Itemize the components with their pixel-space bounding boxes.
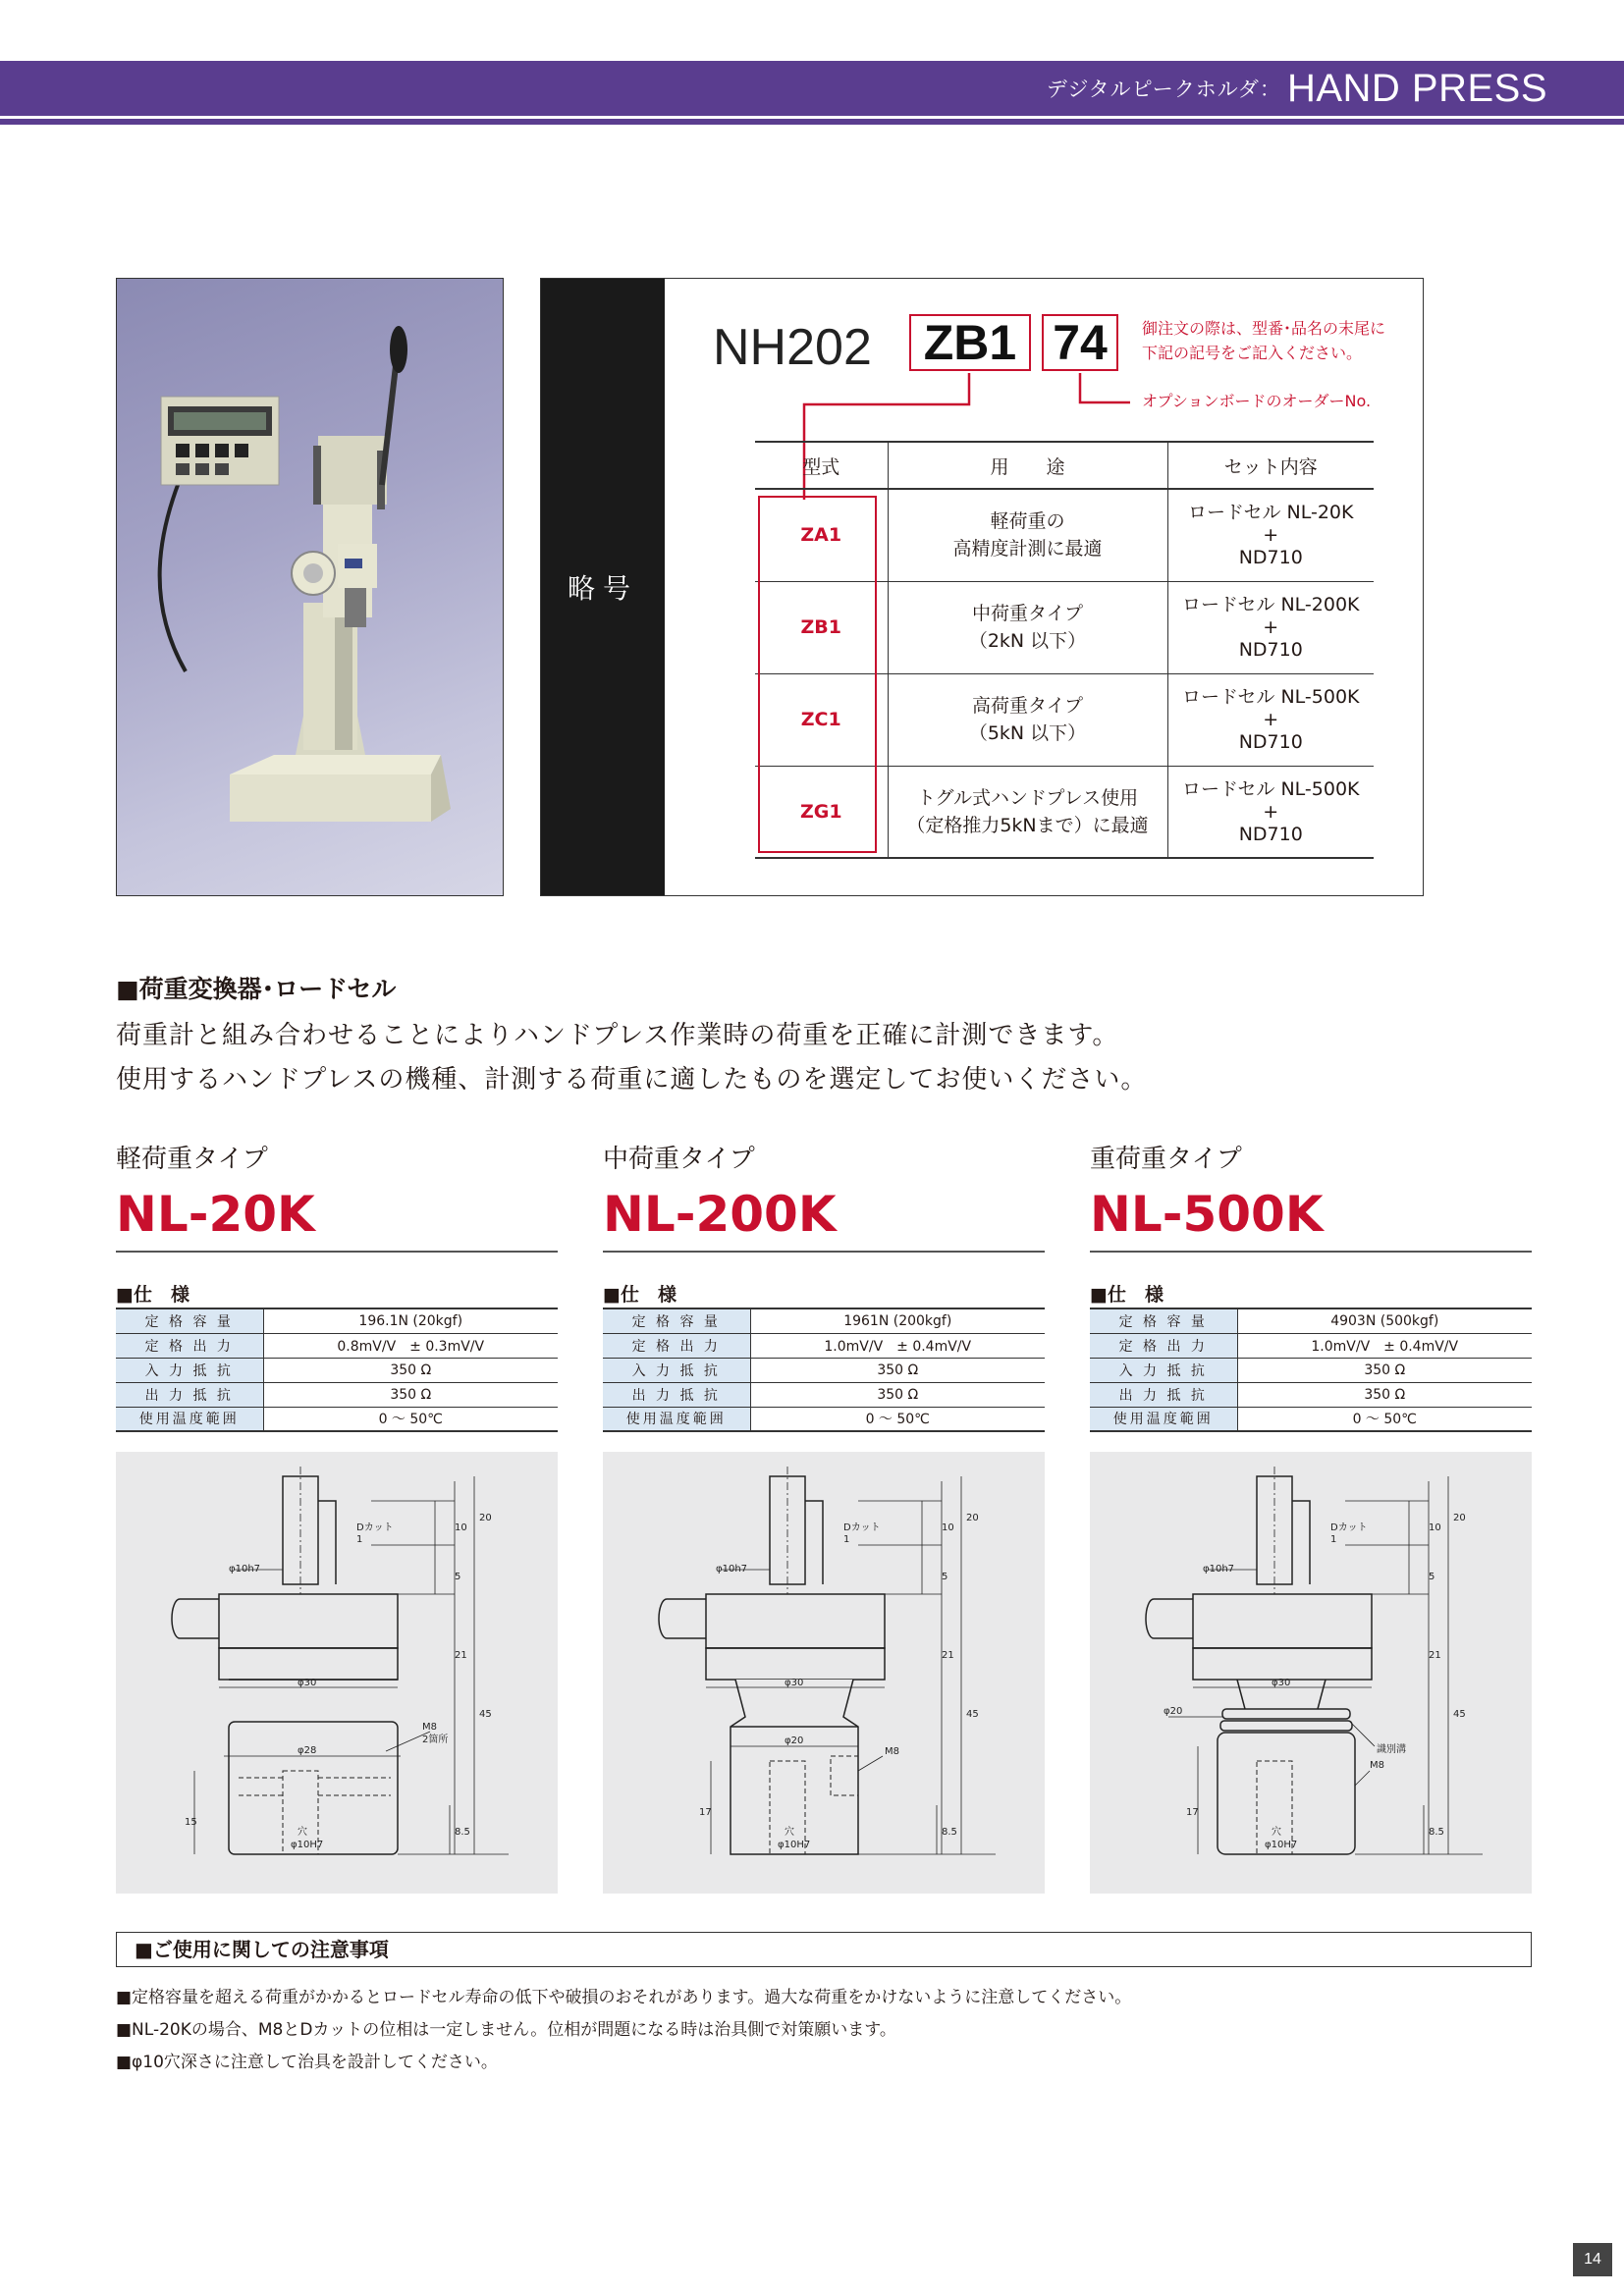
dimension-drawing [603,1452,1045,1894]
product-name: NL-20K [116,1176,558,1253]
spec-value: 350 Ω [750,1358,1045,1382]
drawing-label: 8.5 [942,1827,957,1838]
spec-label: 入 力 抵 抗 [116,1358,263,1382]
spec-label: 定 格 容 量 [116,1308,263,1333]
row-code: ZB1 [755,581,888,673]
spec-value: 1.0mV/V ± 0.4mV/V [750,1333,1045,1358]
drawing-label: 8.5 [455,1827,470,1838]
spec-value: 350 Ω [750,1382,1045,1407]
drawing-label: Dカット [356,1522,394,1533]
row-use [888,581,1167,673]
code-table-header [755,442,1374,489]
drawing-label: Dカット [1330,1522,1368,1533]
drawing-label: 識別溝 [1377,1744,1406,1755]
spec-value: 196.1N (20kgf) [263,1308,558,1333]
table-row [116,1358,558,1382]
caution-item: ■NL-20Kの場合、M8とDカットの位相は一定しません。位相が問題になる時は治具側で対策願います。 [116,2020,896,2040]
model-board-code: 74 [1042,314,1118,371]
set-line1: ロードセル NL-20K [1188,502,1354,524]
drawing-label: 45 [479,1709,492,1720]
drawing-label: 5 [1429,1572,1435,1582]
set-line2: ND710 [1238,823,1303,845]
table-row [116,1382,558,1407]
drawing-label: φ10H7 [778,1840,811,1850]
spec-value: 350 Ω [263,1358,558,1382]
drawing-label: φ10h7 [716,1564,748,1575]
drawing-label: 20 [966,1513,979,1523]
drawing-label: 21 [455,1650,467,1661]
drawing-label: 穴 [298,1827,307,1838]
table-row [603,1407,1045,1431]
spec-label: 定 格 容 量 [1090,1308,1237,1333]
spec-label: 出 力 抵 抗 [1090,1382,1237,1407]
caution-item: ■定格容量を超える荷重がかかるとロードセル寿命の低下や破損のおそれがあります。過大な荷重をかけないように注意してください。 [116,1988,1132,2007]
spec-table [603,1308,1045,1432]
drawing-label: φ30 [785,1678,804,1688]
spec-value: 0 ～ 50℃ [263,1407,558,1431]
product-name: NL-200K [603,1176,1045,1253]
model-code-panel [540,278,1424,896]
drawing-label: 穴 [785,1827,794,1838]
drawing-label: 1 [1330,1534,1337,1545]
drawing-label: M8 [422,1722,437,1733]
set-line1: ロードセル NL-200K [1181,594,1360,615]
table-row [116,1333,558,1358]
drawing-label: 17 [1186,1807,1199,1818]
row-use [888,766,1167,858]
use-line2: （定格推力5kNまで）に最適 [906,814,1149,836]
order-note-line1: 御注文の際は、型番･品名の末尾に [1142,319,1386,338]
spec-value: 350 Ω [1237,1382,1532,1407]
product-type: 軽荷重タイプ [116,1145,268,1174]
caution-list [116,1982,1131,2079]
row-set [1167,673,1374,766]
drawing-label: φ10h7 [229,1564,261,1575]
row-code: ZA1 [755,489,888,581]
set-line2: ND710 [1238,547,1303,569]
drawing-label: φ30 [298,1678,317,1688]
spec-title: ■仕 様 [1090,1284,1164,1306]
use-line2: （2kN 以下） [968,630,1087,652]
product-name: NL-500K [1090,1176,1532,1253]
table-row [116,1308,558,1333]
intro-line1: 荷重計と組み合わせることによりハンドプレス作業時の荷重を正確に計測できます。 [116,1021,1119,1050]
row-use [888,673,1167,766]
set-line1: ロードセル NL-500K [1181,686,1360,708]
drawing-label: φ10H7 [291,1840,324,1850]
drawing-label: Dカット [843,1522,881,1533]
header-title: HAND PRESS [1286,66,1547,110]
spec-value: 350 Ω [263,1382,558,1407]
row-set [1167,489,1374,581]
spec-value: 4903N (500kgf) [1237,1308,1532,1333]
table-row [1090,1382,1532,1407]
caution-title: ■ご使用に関しての注意事項 [116,1932,1532,1967]
spec-title: ■仕 様 [116,1284,189,1306]
spec-label: 定 格 出 力 [1090,1333,1237,1358]
table-row [1090,1308,1532,1333]
product-type: 重荷重タイプ [1090,1145,1242,1174]
hand-press-photo [116,278,504,896]
drawing-label: M8 [885,1746,899,1757]
drawing-label: 10 [455,1522,467,1533]
drawing-label: 17 [699,1807,712,1818]
spec-label: 出 力 抵 抗 [116,1382,263,1407]
spec-label: 使用温度範囲 [116,1407,263,1431]
header-rule [0,119,1624,125]
drawing-label: φ10H7 [1265,1840,1298,1850]
drawing-label: 10 [1429,1522,1441,1533]
drawing-label: 21 [942,1650,954,1661]
table-row [1090,1333,1532,1358]
section-intro [116,1014,1147,1102]
spec-title: ■仕 様 [603,1284,677,1306]
drawing-label: 1 [356,1534,363,1545]
spec-label: 定 格 出 力 [116,1333,263,1358]
table-row [603,1333,1045,1358]
dimension-drawing [1090,1452,1532,1894]
spec-value: 1961N (200kgf) [750,1308,1045,1333]
col-header-code: 型式 [755,442,888,489]
row-use [888,489,1167,581]
spec-table [116,1308,558,1432]
row-code: ZG1 [755,766,888,858]
drawing-label: φ20 [785,1735,804,1746]
code-highlight-frame [758,496,877,853]
product-nl-500k [1090,1139,1532,1894]
table-row [1090,1407,1532,1431]
table-row [603,1358,1045,1382]
spec-label: 定 格 容 量 [603,1308,750,1333]
product-nl-200k [603,1139,1045,1894]
dimension-drawing [116,1452,558,1894]
product-type: 中荷重タイプ [603,1145,755,1174]
drawing-label: φ10h7 [1203,1564,1235,1575]
table-row [603,1308,1045,1333]
drawing-label: 5 [942,1572,948,1582]
spec-label: 定 格 出 力 [603,1333,750,1358]
use-line1: 軽荷重の [990,510,1065,533]
code-side-label: 略号 [541,279,665,895]
board-note: オプションボードのオーダーNo. [1142,392,1372,410]
set-plus: + [1263,800,1279,823]
order-note-line2: 下記の記号をご記入ください。 [1142,344,1363,362]
spec-value: 0 ～ 50℃ [750,1407,1045,1431]
use-line1: 高荷重タイプ [971,695,1084,717]
set-plus: + [1263,709,1279,730]
row-set [1167,581,1374,673]
drawing-label: 45 [1453,1709,1466,1720]
spec-label: 入 力 抵 抗 [603,1358,750,1382]
header-title-group [1047,61,1547,116]
drawing-label: 2箇所 [422,1735,449,1745]
set-line2: ND710 [1238,731,1303,753]
drawing-label: 45 [966,1709,979,1720]
use-line2: （5kN 以下） [968,722,1087,744]
header-subtitle: デジタルピークホルダ： [1046,78,1281,101]
spec-label: 使用温度範囲 [1090,1407,1237,1431]
drawing-label: 5 [455,1572,461,1582]
model-option-code: ZB1 [909,314,1031,371]
drawing-label: 1 [843,1534,850,1545]
drawing-label: 8.5 [1429,1827,1444,1838]
spec-label: 出 力 抵 抗 [603,1382,750,1407]
spec-value: 0.8mV/V ± 0.3mV/V [263,1333,558,1358]
drawing-label: φ30 [1272,1678,1291,1688]
set-line2: ND710 [1238,639,1303,661]
drawing-label: M8 [1370,1760,1384,1771]
col-header-use: 用 途 [888,442,1167,489]
row-set [1167,766,1374,858]
spec-label: 使用温度範囲 [603,1407,750,1431]
set-line1: ロードセル NL-500K [1181,777,1360,800]
set-plus: + [1263,616,1279,638]
section-title: ■荷重変換器･ロードセル [116,975,397,1003]
set-plus: + [1263,524,1279,547]
product-nl-20k [116,1139,558,1894]
drawing-label: 穴 [1272,1827,1281,1838]
use-line1: 中荷重タイプ [971,603,1084,624]
row-code: ZC1 [755,673,888,766]
use-line1: トグル式ハンドプレス使用 [916,786,1139,809]
drawing-label: 10 [942,1522,954,1533]
drawing-label: 20 [479,1513,492,1523]
col-header-set: セット内容 [1167,442,1374,489]
spec-table [1090,1308,1532,1432]
page-number: 14 [1573,2243,1612,2276]
drawing-label: φ20 [1164,1706,1183,1717]
intro-line2: 使用するハンドプレスの機種、計測する荷重に適したものを選定してお使いください。 [116,1065,1148,1095]
spec-value: 0 ～ 50℃ [1237,1407,1532,1431]
drawing-label: 20 [1453,1513,1466,1523]
use-line2: 高精度計測に最適 [952,538,1103,561]
table-row [116,1407,558,1431]
spec-value: 1.0mV/V ± 0.4mV/V [1237,1333,1532,1358]
caution-item: ■φ10穴深さに注意して治具を設計してください。 [116,2053,498,2072]
table-row [1090,1358,1532,1382]
spec-label: 入 力 抵 抗 [1090,1358,1237,1382]
table-row [603,1382,1045,1407]
model-base: NH202 [713,319,872,376]
drawing-label: 15 [185,1817,197,1828]
drawing-label: φ28 [298,1745,317,1756]
spec-value: 350 Ω [1237,1358,1532,1382]
drawing-label: 21 [1429,1650,1441,1661]
